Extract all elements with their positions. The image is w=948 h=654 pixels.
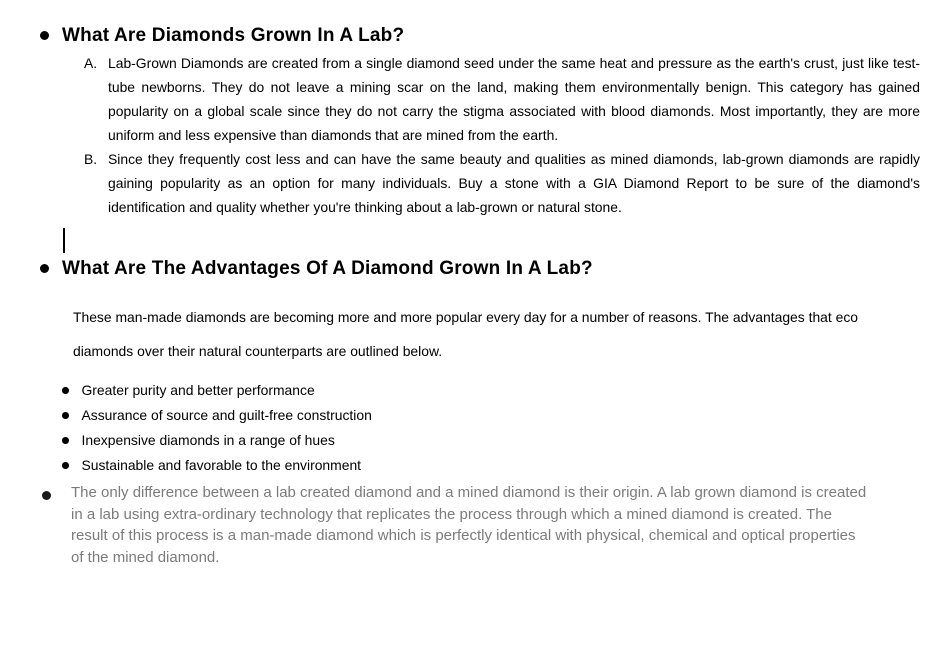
list-item	[62, 378, 372, 403]
lettered-list	[84, 51, 920, 219]
list-item	[62, 453, 372, 478]
heading-what-are-lab-diamonds: What Are Diamonds Grown In A Lab?	[62, 25, 405, 46]
paragraph-intro-advantages: These man-made diamonds are becoming more and more popular every day for a number of reasons. The advantages that eco diamonds over their natural counterparts are outlined below.	[73, 309, 859, 359]
advantage-purity: Greater purity and better performance	[81, 382, 315, 398]
bullet-icon	[62, 437, 69, 444]
text-cursor	[63, 228, 65, 253]
heading-advantages: What Are The Advantages Of A Diamond Grown In A Lab?	[62, 258, 593, 279]
bullet-icon	[62, 462, 69, 469]
paragraph-origin-note: The only difference between a lab created diamond and a mined diamond is their origin. A lab grown diamond is created in a lab using extra-ordinary technology that replicates the process through which a mined diamond is created. The result of this process is a man-made diamond which is perfectly identical with physical, chemical and optical properties of the mined diamond.	[71, 484, 867, 566]
list-marker-b: B.	[84, 151, 98, 167]
heading-row-advantages	[40, 257, 593, 280]
list-item-b	[84, 147, 920, 219]
list-item	[62, 403, 372, 428]
bullet-icon	[62, 412, 69, 419]
paragraph-cost-and-quality: Since they frequently cost less and can have the same beauty and qualities as mined diamonds, lab-grown diamonds are rapidly gaining popularity as an option for many individuals. Buy a stone with a GIA Diamond Report to be sure of the diamond's identification and quality whether you're thinking about a lab-grown or natural stone.	[108, 151, 920, 215]
advantage-inexpensive: Inexpensive diamonds in a range of hues	[81, 432, 335, 448]
advantage-assurance: Assurance of source and guilt-free construction	[81, 407, 372, 423]
bullet-icon	[62, 387, 69, 394]
bullet-icon	[42, 491, 51, 500]
advantages-list	[62, 378, 372, 478]
heading-bullet-icon	[40, 31, 49, 40]
heading-bullet-icon	[40, 264, 49, 273]
heading-row-lab-diamonds	[40, 24, 404, 47]
list-item	[62, 428, 372, 453]
paragraph-lab-grown-creation: Lab-Grown Diamonds are created from a single diamond seed under the same heat and pressure as the earth's crust, just like test-tube newborns. They do not leave a mining scar on the land, making them environmentally benign. This category has gained popularity on a global scale since they do not carry the stigma associated with blood diamonds. Most importantly, they are more uniform and less expensive than diamonds that are mined from the earth.	[108, 55, 920, 143]
list-marker-a: A.	[84, 55, 98, 71]
advantage-sustainable: Sustainable and favorable to the environment	[81, 457, 362, 473]
list-item-a	[84, 51, 920, 147]
